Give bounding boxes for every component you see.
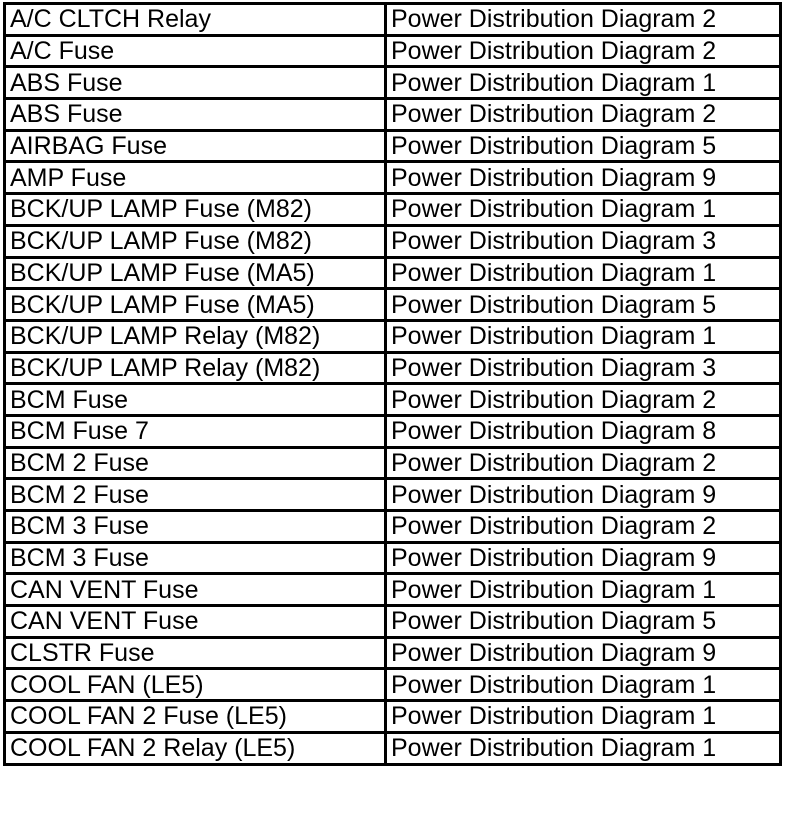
diagram-cell: Power Distribution Diagram 2 [386,99,781,131]
component-cell: BCK/UP LAMP Fuse (MA5) [5,289,386,321]
component-cell: CLSTR Fuse [5,637,386,669]
component-cell: BCK/UP LAMP Relay (M82) [5,320,386,352]
component-cell: BCK/UP LAMP Fuse (MA5) [5,257,386,289]
diagram-cell: Power Distribution Diagram 1 [386,574,781,606]
component-cell: A/C Fuse [5,35,386,67]
table-row [5,574,781,606]
table-row [5,511,781,543]
table-row [5,162,781,194]
component-cell: ABS Fuse [5,99,386,131]
diagram-cell: Power Distribution Diagram 3 [386,352,781,384]
table-row [5,542,781,574]
diagram-cell: Power Distribution Diagram 9 [386,637,781,669]
diagram-cell: Power Distribution Diagram 8 [386,415,781,447]
diagram-cell: Power Distribution Diagram 1 [386,67,781,99]
diagram-cell: Power Distribution Diagram 1 [386,701,781,733]
diagram-cell: Power Distribution Diagram 5 [386,289,781,321]
diagram-cell: Power Distribution Diagram 5 [386,606,781,638]
table-row [5,257,781,289]
component-cell: BCK/UP LAMP Relay (M82) [5,352,386,384]
diagram-cell: Power Distribution Diagram 1 [386,669,781,701]
table-row [5,606,781,638]
table-row [5,701,781,733]
table-row [5,130,781,162]
diagram-cell: Power Distribution Diagram 2 [386,4,781,36]
component-cell: BCM 3 Fuse [5,511,386,543]
component-cell: BCM Fuse 7 [5,415,386,447]
component-cell: BCM 2 Fuse [5,479,386,511]
diagram-cell: Power Distribution Diagram 1 [386,320,781,352]
table-row [5,4,781,36]
diagram-cell: Power Distribution Diagram 2 [386,447,781,479]
diagram-cell: Power Distribution Diagram 2 [386,384,781,416]
component-cell: CAN VENT Fuse [5,574,386,606]
table-row [5,732,781,764]
component-cell: COOL FAN (LE5) [5,669,386,701]
diagram-cell: Power Distribution Diagram 2 [386,511,781,543]
component-cell: ABS Fuse [5,67,386,99]
component-cell: BCK/UP LAMP Fuse (M82) [5,225,386,257]
diagram-cell: Power Distribution Diagram 9 [386,479,781,511]
table-row [5,67,781,99]
component-cell: AMP Fuse [5,162,386,194]
diagram-cell: Power Distribution Diagram 2 [386,35,781,67]
diagram-cell: Power Distribution Diagram 5 [386,130,781,162]
diagram-cell: Power Distribution Diagram 9 [386,542,781,574]
diagram-cell: Power Distribution Diagram 9 [386,162,781,194]
component-cell: CAN VENT Fuse [5,606,386,638]
component-cell: AIRBAG Fuse [5,130,386,162]
component-cell: BCM 3 Fuse [5,542,386,574]
table-row [5,352,781,384]
table-body [5,4,781,765]
table-row [5,669,781,701]
table-row [5,289,781,321]
table-row [5,479,781,511]
table-row [5,637,781,669]
component-index-table [3,2,782,766]
component-cell: COOL FAN 2 Relay (LE5) [5,732,386,764]
component-cell: BCM 2 Fuse [5,447,386,479]
table-row [5,415,781,447]
table-row [5,447,781,479]
table-row [5,99,781,131]
table-row [5,194,781,226]
component-cell: COOL FAN 2 Fuse (LE5) [5,701,386,733]
table-row [5,320,781,352]
table-row [5,35,781,67]
diagram-cell: Power Distribution Diagram 1 [386,257,781,289]
table-row [5,225,781,257]
component-cell: BCK/UP LAMP Fuse (M82) [5,194,386,226]
diagram-cell: Power Distribution Diagram 3 [386,225,781,257]
diagram-cell: Power Distribution Diagram 1 [386,732,781,764]
table-row [5,384,781,416]
diagram-cell: Power Distribution Diagram 1 [386,194,781,226]
component-cell: BCM Fuse [5,384,386,416]
component-cell: A/C CLTCH Relay [5,4,386,36]
